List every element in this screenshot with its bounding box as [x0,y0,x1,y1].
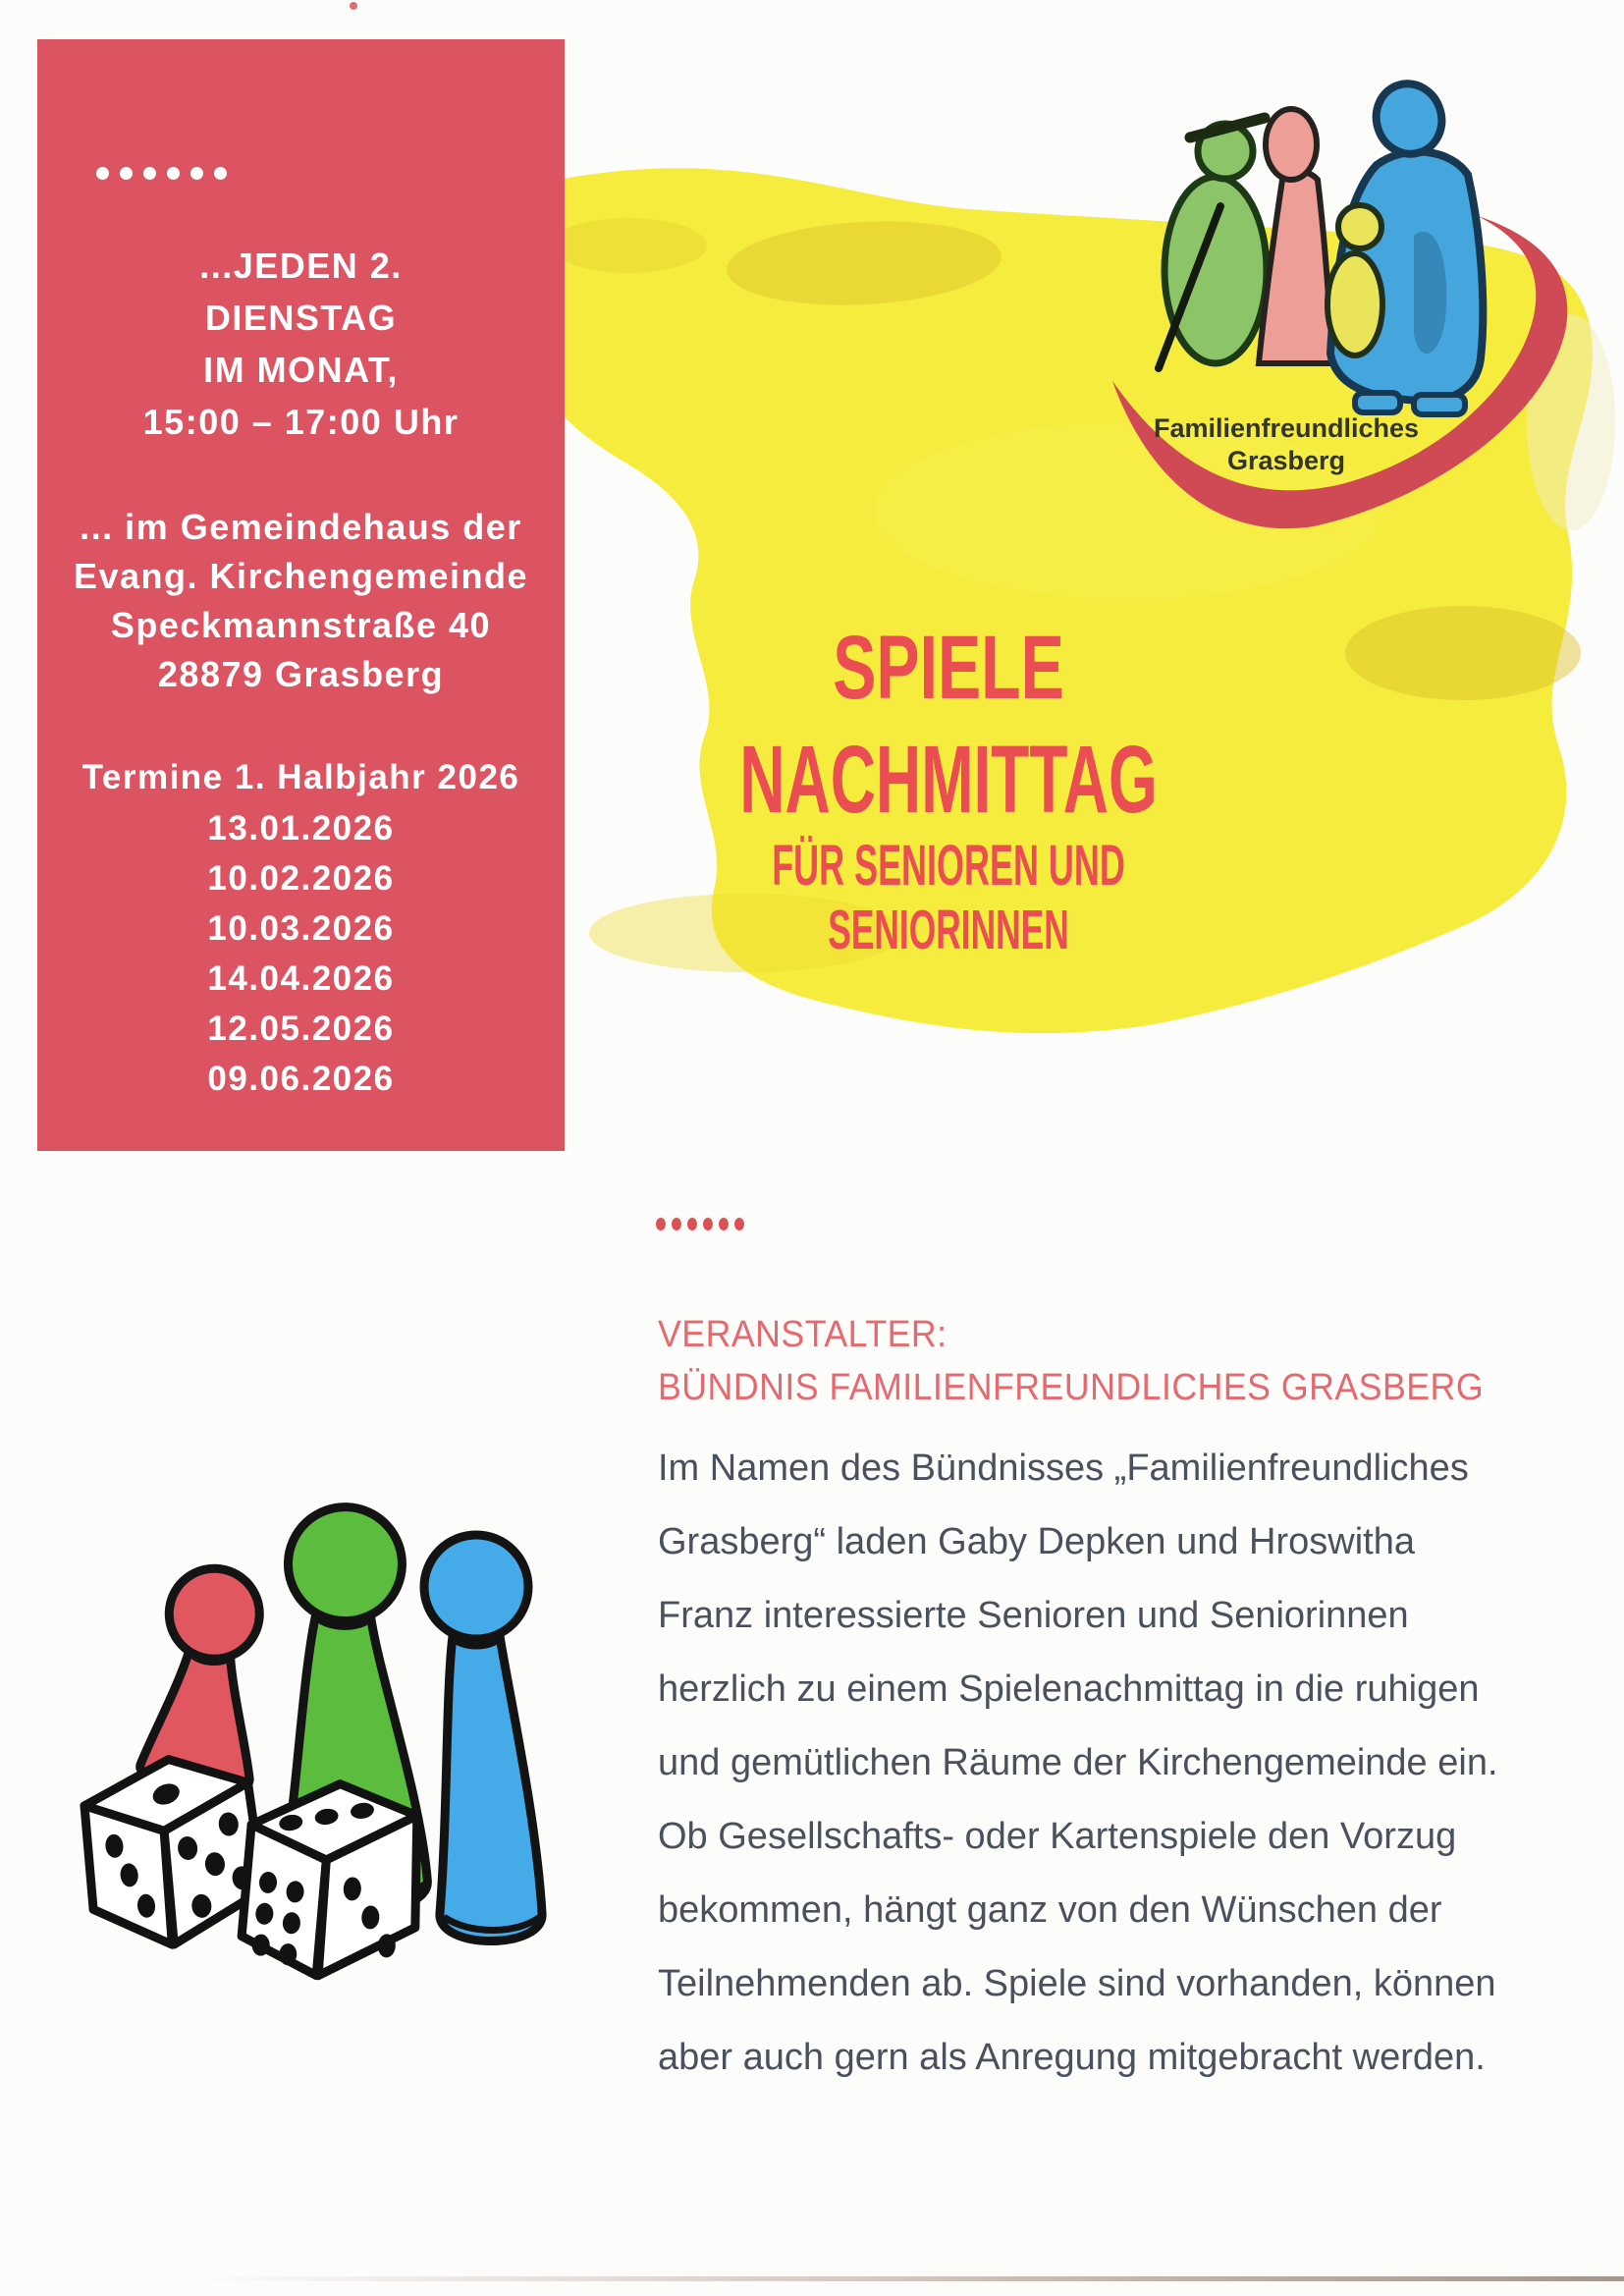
schedule-line: 15:00 – 17:00 Uhr [142,402,460,442]
date-item: 13.01.2026 [207,809,395,847]
sidebar-panel [37,39,565,1151]
pink-figure-head [1266,109,1317,180]
child-body [1327,253,1382,355]
dates-heading: Termine 1. Halbjahr 2026 [81,758,520,796]
dot [190,167,203,180]
body-line: Grasberg“ laden Gaby Depken und Hroswitha [658,1521,1415,1562]
location-line: 28879 Grasberg [157,654,445,694]
blue-foot [1355,393,1400,412]
body-line: Ob Gesellschafts- oder Kartenspiele den Vorzug [658,1816,1457,1857]
logo-wordmark-line2: Grasberg [1226,446,1346,475]
hero-title-line1: SPIELE [833,618,1064,718]
organizer-name: BÜNDNIS FAMILIENFREUNDLICHES GRASBERG [658,1367,1485,1408]
dot [167,167,180,180]
scan-speck [350,2,357,10]
body-line: Teilnehmenden ab. Spiele sind vorhanden, können [658,1963,1496,2004]
logo-wordmark [1129,412,1443,477]
blue-figure-head [1367,76,1450,163]
dates-list [37,803,565,1104]
accent-dots [656,1218,744,1230]
date-item: 09.06.2026 [207,1060,395,1098]
scan-artifact-line [196,2276,1624,2281]
location-line: Speckmannstraße 40 [110,605,492,645]
schedule-line: IM MONAT, [203,350,399,390]
body-line: und gemütlichen Räume der Kirchengemeinde ein. [658,1742,1498,1783]
child-head [1338,205,1381,248]
die-right [240,1779,422,1981]
green-figure-body [1164,177,1267,363]
date-item: 12.05.2026 [207,1010,395,1048]
dot [214,167,227,180]
location-block [37,503,565,699]
family-logo-graphic [1090,49,1620,579]
body-line: Franz interessierte Senioren und Seniorinnen [658,1595,1409,1636]
dot [687,1218,697,1230]
body-line: Im Namen des Bündnisses „Familienfreundliches [658,1448,1469,1489]
body-line: aber auch gern als Anregung mitgebracht werden. [658,2037,1486,2078]
dot [672,1218,681,1230]
game-pieces-graphic [39,1451,589,2001]
schedule-line: DIENSTAG [204,298,398,338]
date-item: 10.03.2026 [207,909,395,948]
logo-wordmark-line1: Familienfreundliches [1153,413,1420,443]
organizer-label: VERANSTALTER: [658,1314,947,1355]
body-line: herzlich zu einem Spielenachmittag in die ruhigen [658,1668,1480,1710]
dot [656,1218,666,1230]
dot [96,167,109,180]
location-line: Evang. Kirchengemeinde [73,556,529,596]
hero-subtitle-line1: FÜR SENIOREN UND [772,834,1125,898]
location-line: ... im Gemeindehaus der [80,507,522,547]
body-paragraph [658,1432,1542,2095]
schedule-line: ...JEDEN 2. [199,246,403,286]
pink-figure-body [1259,172,1333,363]
blue-foot [1414,395,1465,414]
date-item: 14.04.2026 [207,959,395,998]
body-line: bekommen, hängt ganz von den Wünschen der [658,1889,1442,1931]
hero-subtitle-line2: SENIORINNEN [828,899,1069,961]
date-item: 10.02.2026 [207,859,395,898]
pawn-blue [424,1535,542,1941]
dot [719,1218,729,1230]
sidebar-dots [96,167,227,180]
hero-title-line2: NACHMITTAG [739,726,1158,833]
dot [143,167,156,180]
dot [703,1218,713,1230]
dot [734,1218,744,1230]
dot [120,167,133,180]
schedule-block [37,240,565,448]
